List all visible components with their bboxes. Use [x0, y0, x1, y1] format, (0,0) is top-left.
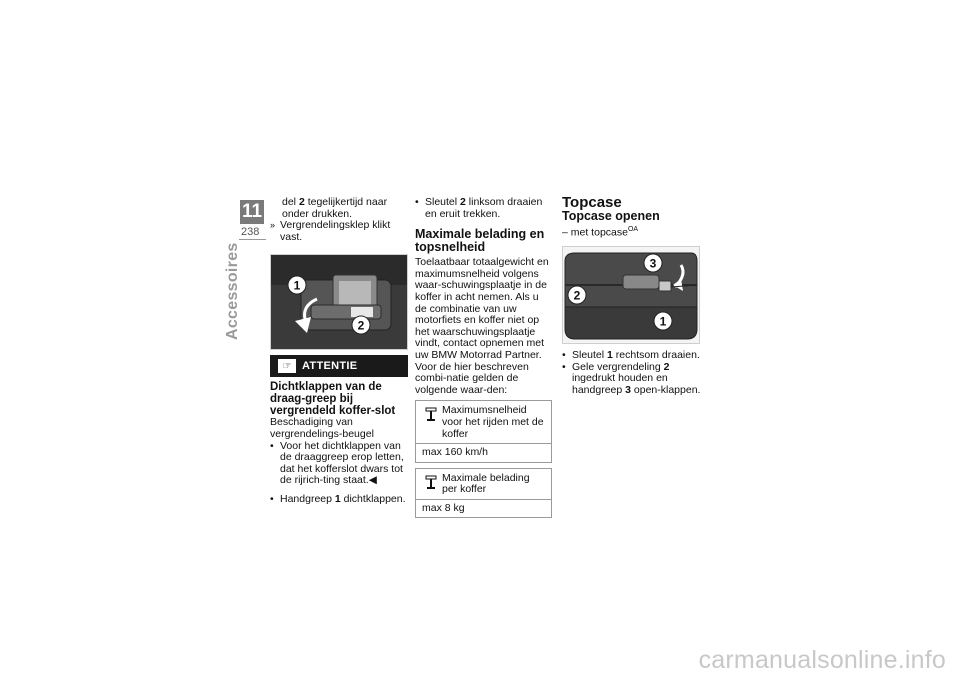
spec-table-load [415, 468, 552, 519]
chapter-number: 11 [241, 201, 263, 222]
chapter-title: Accessoires [224, 242, 241, 340]
section-body: Toelaatbaar totaalgewicht en maximumsnelheid volgens waar-schuwingsplaatje in de koffer in acht nemen. Als u de combinatie van uw motorfiets en koffer niet op het waarschuwingsplaatje vindt, contact opnemen met uw BMW Motorrad Partner. Voor de hier beschreven combi-natie gelden de volgende waar-den: [415, 256, 549, 396]
option-line: – met topcase$^{OA}$ [562, 226, 639, 239]
topcase-title: Topcase [562, 194, 622, 211]
step-topcase-key: • Sleutel 1 rechtsom draaien. [562, 350, 702, 362]
watermark-link[interactable]: carmanualsonline.info [698, 646, 946, 674]
case-lock-illustration [271, 255, 407, 349]
column-3 [562, 194, 702, 397]
callout-1-label: 1 [659, 314, 667, 329]
column-2 [415, 197, 552, 518]
spec-value: max 8 kg [422, 501, 465, 514]
page-number: 238 [241, 226, 260, 238]
step-close-handle: • Handgreep 1 dichtklappen. [270, 494, 408, 506]
spec-icon [420, 405, 442, 440]
step-key-turn: • Sleutel 2 linksom draaien en eruit trekken. [415, 197, 552, 220]
attention-label: ATTENTIE [302, 359, 358, 372]
spec-value: max 160 km/h [422, 446, 488, 459]
step-topcase-open: • Gele vergrendeling 2 ingedrukt houden en handgreep 3 open-klappen. [562, 362, 702, 397]
section-heading: Maximale belading en topsnelheid [415, 227, 545, 255]
column-1 [270, 197, 408, 506]
case-lock-figure [270, 254, 408, 350]
chapter-divider [239, 239, 266, 240]
callout-2-label: 2 [357, 318, 365, 333]
topcase-subtitle: Topcase openen [562, 208, 660, 223]
topcase-illustration [563, 247, 699, 343]
callout-1-label: 1 [293, 278, 301, 293]
spec-icon [420, 473, 442, 496]
topcase-figure [562, 246, 700, 344]
attention-consequence: Beschadiging van vergrendelings-beugel [270, 416, 374, 440]
result-text: » Vergrendelingsklep klikt vast. [270, 220, 408, 243]
instruction-continued: del 2 tegelijkertijd naar onder drukken. [282, 196, 388, 220]
attention-banner [270, 355, 408, 377]
hand-icon: ☞ [278, 359, 296, 373]
attention-heading: Dichtklappen van de draag-greep bij vergrendeld koffer-slot [270, 381, 396, 418]
spec-label: Maximumsnelheid voor het rijden met de koffer [442, 404, 544, 440]
spec-table-speed [415, 400, 552, 462]
callout-2-label: 2 [573, 288, 581, 303]
callout-3-label: 3 [649, 256, 657, 271]
spec-label: Maximale belading per koffer [442, 471, 530, 496]
attention-advice: • Voor het dichtklappen van de draaggreep erop letten, dat het kofferslot dwars tot de rijrich-ting staat.◀ [270, 441, 408, 487]
